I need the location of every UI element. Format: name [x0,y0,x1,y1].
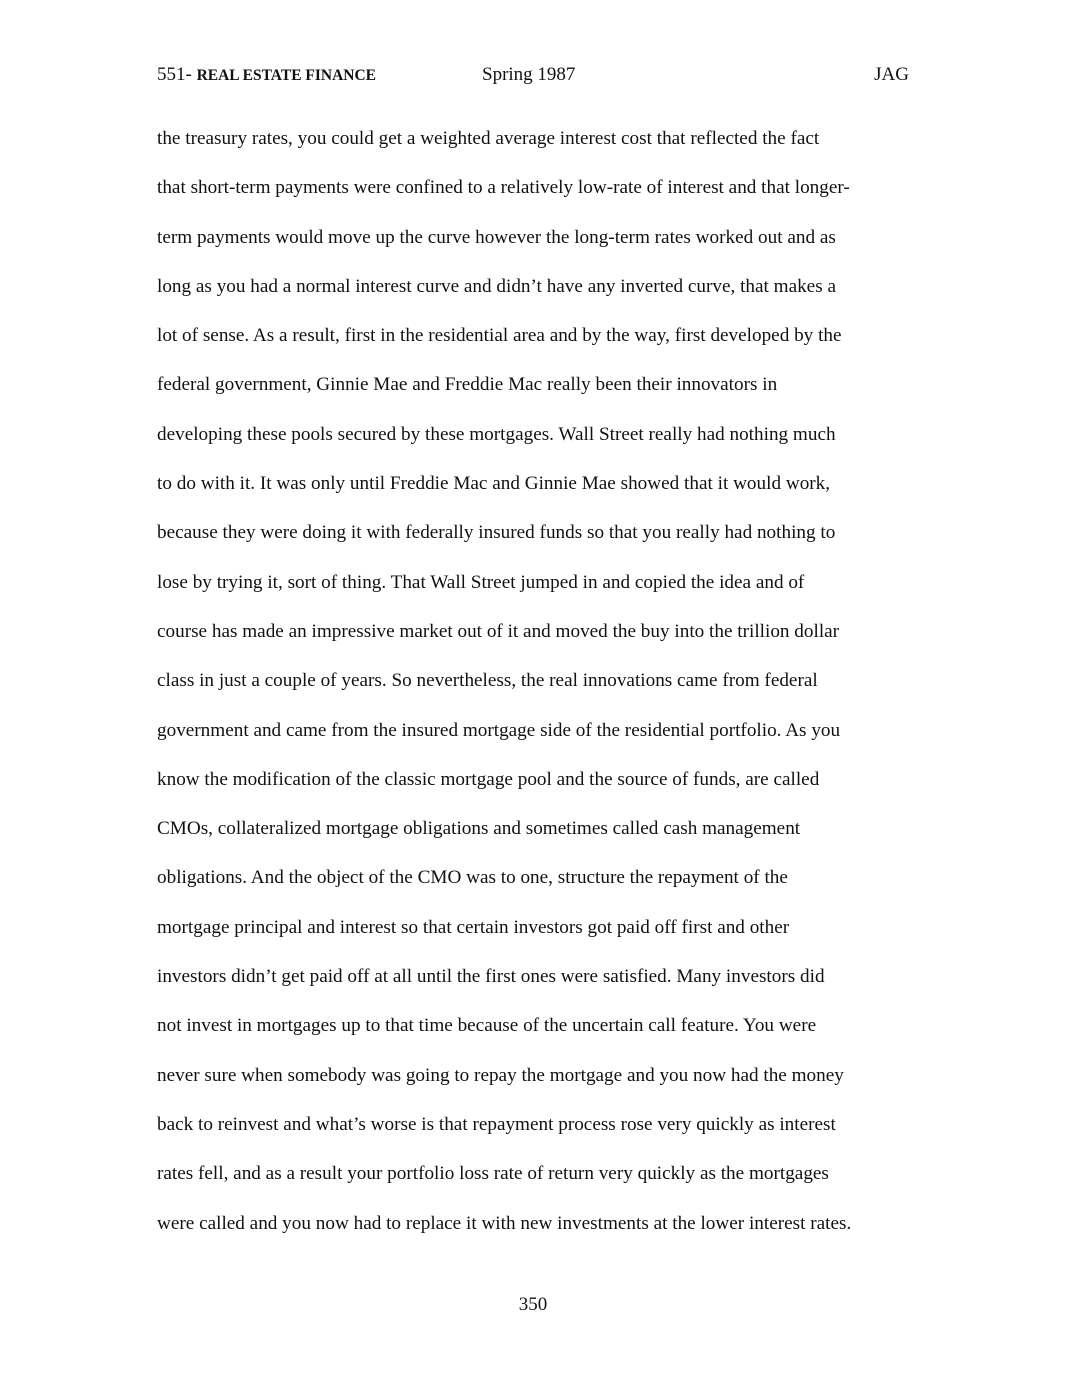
text-line: not invest in mortgages up to that time because of the uncertain call feature. You were [157,1015,817,1037]
text-line: that short-term payments were confined to a relatively low-rate of interest and that longer- [157,177,850,199]
text-line: to do with it. It was only until Freddie Mac and Ginnie Mae showed that it would work, [157,473,831,495]
author-initials: JAG [874,64,909,85]
text-line: lot of sense. As a result, first in the residential area and by the way, first developed by the [157,325,842,347]
page-number: 350 [518,1294,548,1315]
text-line: CMOs, collateralized mortgage obligations and sometimes called cash management [157,818,801,840]
text-line: were called and you now had to replace it with new investments at the lower interest rates. [157,1212,852,1234]
course-number: 551- [157,64,197,85]
text-line: term payments would move up the curve however the long-term rates worked out and as [157,226,836,248]
text-line: back to reinvest and what’s worse is that repayment process rose very quickly as interest [157,1113,836,1135]
text-line: government and came from the insured mortgage side of the residential portfolio. As you [157,719,841,741]
text-line: course has made an impressive market out of it and moved the buy into the trillion dollar [157,620,840,642]
text-line: long as you had a normal interest curve and didn’t have any inverted curve, that makes a [157,275,836,297]
text-line: class in just a couple of years. So nevertheless, the real innovations came from federal [157,670,818,692]
text-line: lose by trying it, sort of thing. That Wall Street jumped in and copied the idea and of [157,571,805,593]
course-title: REAL ESTATE FINANCE [196,67,377,84]
text-line: the treasury rates, you could get a weighted average interest cost that reflected the fact [157,128,820,149]
text-line: developing these pools secured by these mortgages. Wall Street really had nothing much [157,423,836,445]
text-line: know the modification of the classic mortgage pool and the source of funds, are called [157,768,820,790]
course-heading [157,64,376,86]
text-line: never sure when somebody was going to repay the mortgage and you now had the money [157,1064,844,1086]
text-line: federal government, Ginnie Mae and Freddie Mac really been their innovators in [157,374,778,396]
page-header [157,64,909,90]
text-line: obligations. And the object of the CMO was to one, structure the repayment of the [157,867,788,889]
text-line: investors didn’t get paid off at all until the first ones were satisfied. Many investors did [157,966,825,988]
text-line: mortgage principal and interest so that certain investors got paid off first and other [157,916,790,938]
text-line: rates fell, and as a result your portfolio loss rate of return very quickly as the mortgages [157,1163,829,1185]
transcript-body [157,114,909,1248]
term-label: Spring 1987 [482,64,576,85]
text-line: because they were doing it with federally insured funds so that you really had nothing to [157,522,836,544]
